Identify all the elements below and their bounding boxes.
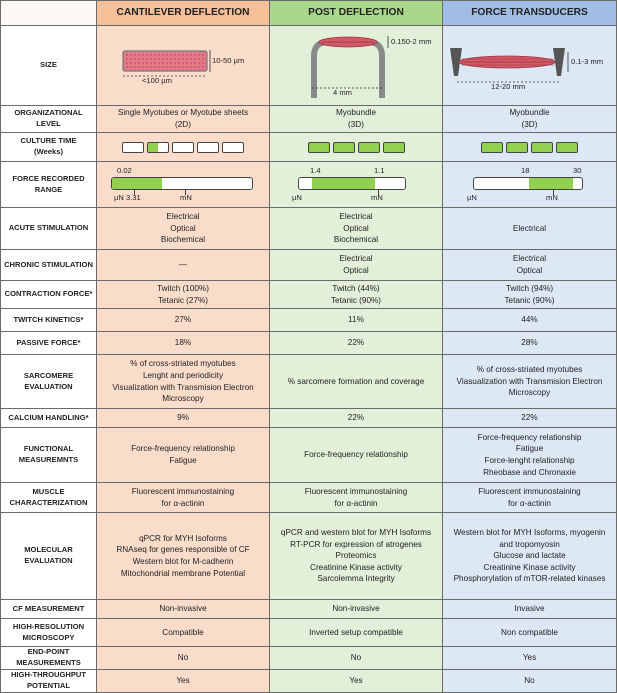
row-calcium bbox=[1, 409, 617, 428]
endpoint-post: No bbox=[270, 647, 443, 670]
text-line: Creatinine Kinase activity bbox=[483, 562, 576, 572]
label-muscle-char: MUSCLE CHARACTERIZATION bbox=[1, 483, 97, 513]
culture-post bbox=[270, 133, 443, 162]
text-line: Visualization with Transmision Electron bbox=[112, 382, 254, 392]
text-line: Mitochondrial membrane Potential bbox=[120, 568, 246, 578]
week-box bbox=[147, 142, 169, 153]
text-line: Viasualization with Transmision Electron bbox=[456, 376, 603, 386]
label-culture-time bbox=[1, 133, 97, 162]
weeks-force bbox=[446, 142, 613, 153]
row-hires bbox=[1, 619, 617, 647]
org-post bbox=[270, 106, 443, 133]
range-fill bbox=[312, 178, 376, 189]
endpoint-force: Yes bbox=[443, 647, 617, 670]
cantilever-height-label: 10-50 µm bbox=[212, 56, 245, 65]
post-length-label: 4 mm bbox=[333, 88, 352, 97]
text-line: Microscopy bbox=[508, 388, 551, 398]
text-line: Biochemical bbox=[160, 235, 206, 245]
row-contraction bbox=[1, 281, 617, 309]
label-calcium: CALCIUM HANDLING* bbox=[1, 409, 97, 428]
text-line: Western blot for M-cadherin bbox=[132, 557, 234, 566]
label-twitch: TWITCH KINETICS* bbox=[1, 309, 97, 332]
row-cf-meas bbox=[1, 600, 617, 619]
range-bar bbox=[298, 177, 406, 190]
label-passive: PASSIVE FORCE* bbox=[1, 332, 97, 355]
text-line: Twitch (100%) bbox=[157, 283, 209, 293]
text-line: RT-PCR for expression of atrogenes bbox=[290, 539, 422, 549]
passive-post: 22% bbox=[270, 332, 443, 355]
chronic-force bbox=[443, 250, 617, 281]
text-line: (3D) bbox=[348, 120, 364, 129]
row-acute-stim bbox=[1, 208, 617, 250]
header-row bbox=[1, 1, 617, 26]
row-throughput bbox=[1, 669, 617, 692]
week-box bbox=[506, 142, 528, 153]
text-line: (3D) bbox=[521, 120, 538, 129]
range-low-label: 1.4 bbox=[310, 166, 321, 175]
row-size bbox=[1, 26, 617, 106]
text-line: Twitch (94%) bbox=[505, 283, 554, 293]
text-line: for α-actinin bbox=[508, 498, 551, 508]
contraction-cantilever bbox=[97, 281, 270, 309]
text-line: Single Myotubes or Myotube sheets bbox=[117, 108, 249, 118]
force-length-label: 12-20 mm bbox=[491, 82, 526, 91]
week-box bbox=[333, 142, 355, 153]
text-line: for α-actinin bbox=[334, 498, 378, 508]
text-line: Myobundle bbox=[509, 108, 550, 118]
unit-high: mN bbox=[180, 193, 192, 202]
text-line: Proteomics bbox=[335, 551, 377, 561]
passive-force: 28% bbox=[443, 332, 617, 355]
text-line: Electrical bbox=[512, 223, 547, 233]
row-sarcomere bbox=[1, 355, 617, 409]
calcium-post: 22% bbox=[270, 409, 443, 428]
throughput-force: No bbox=[443, 669, 617, 692]
cf-post: Non-invasive bbox=[270, 600, 443, 619]
text-line: Electrical bbox=[512, 254, 547, 264]
text-line: (Weeks) bbox=[34, 147, 63, 156]
unit-low: µN bbox=[114, 193, 124, 202]
week-box bbox=[531, 142, 553, 153]
text-line: Optical bbox=[343, 223, 369, 233]
label-acute-stim: ACUTE STIMULATION bbox=[1, 208, 97, 250]
molecular-post bbox=[270, 513, 443, 600]
calcium-force: 22% bbox=[443, 409, 617, 428]
text-line: Tetanic (27%) bbox=[157, 295, 209, 305]
range-force bbox=[443, 162, 617, 208]
acute-force bbox=[443, 208, 617, 250]
week-box bbox=[358, 142, 380, 153]
label-throughput: HIGH-THROUGHPUT POTENTIAL bbox=[1, 669, 97, 692]
functional-post bbox=[270, 428, 443, 483]
row-force-range bbox=[1, 162, 617, 208]
row-muscle-char bbox=[1, 483, 617, 513]
text-line: % of cross-striated myotubes bbox=[130, 359, 236, 369]
cantilever-length-label: <100 µm bbox=[142, 76, 172, 85]
muscle-post bbox=[270, 483, 443, 513]
row-org-level bbox=[1, 106, 617, 133]
label-chronic-stim: CHRONIC STIMULATION bbox=[1, 250, 97, 281]
text-line: Twitch (44%) bbox=[332, 283, 380, 293]
twitch-force: 44% bbox=[443, 309, 617, 332]
culture-cantilever bbox=[97, 133, 270, 162]
text-line: Phosphorylation of mTOR-related kinases bbox=[453, 574, 606, 584]
header-force: FORCE TRANSDUCERS bbox=[443, 1, 617, 26]
text-line: Microscopy bbox=[162, 394, 204, 404]
range-fill bbox=[529, 178, 573, 189]
force-height-label: 0.1-3 mm bbox=[571, 57, 604, 66]
row-passive bbox=[1, 332, 617, 355]
chronic-post bbox=[270, 250, 443, 281]
text-line: Electrical bbox=[339, 212, 373, 222]
molecular-force bbox=[443, 513, 617, 600]
label-size: SIZE bbox=[1, 26, 97, 106]
hires-force: Non compatible bbox=[443, 619, 617, 647]
range-bar bbox=[473, 177, 583, 190]
text-line: Tetanic (90%) bbox=[330, 295, 382, 305]
calcium-cantilever: 9% bbox=[97, 409, 270, 428]
throughput-post: Yes bbox=[270, 669, 443, 692]
unit-low: µN bbox=[292, 193, 302, 202]
text-line: Creatinine Kinase activity bbox=[310, 562, 402, 572]
size-force bbox=[443, 26, 617, 106]
molecular-cantilever bbox=[97, 513, 270, 600]
week-box bbox=[481, 142, 503, 153]
muscle-cantilever bbox=[97, 483, 270, 513]
row-functional bbox=[1, 428, 617, 483]
sarcomere-cantilever bbox=[97, 355, 270, 409]
text-line: qPCR for MYH Isoforms bbox=[139, 533, 227, 543]
week-box bbox=[197, 142, 219, 153]
text-line: Force-frequency relationship bbox=[131, 444, 235, 454]
row-twitch bbox=[1, 309, 617, 332]
text-line: Glucose and lactate bbox=[493, 551, 566, 561]
label-force-range: FORCE RECORDED RANGE bbox=[1, 162, 97, 208]
text-line: Fluorescent immunostaining bbox=[478, 486, 581, 496]
range-fill bbox=[112, 178, 162, 189]
text-line: for α-actinin bbox=[161, 498, 205, 508]
functional-force bbox=[443, 428, 617, 483]
text-line: Electrical bbox=[339, 254, 373, 264]
text-line: Myobundle bbox=[335, 108, 377, 118]
row-chronic-stim bbox=[1, 250, 617, 281]
acute-cantilever bbox=[97, 208, 270, 250]
week-box bbox=[172, 142, 194, 153]
header-post: POST DEFLECTION bbox=[270, 1, 443, 26]
range-high-label: 30 bbox=[573, 166, 582, 175]
chronic-cantilever bbox=[97, 250, 270, 281]
text-line: RNAseq for genes responsible of CF bbox=[116, 545, 250, 555]
range-high-label: 3.31 bbox=[126, 193, 141, 202]
range-low-label: 18 bbox=[521, 166, 530, 175]
text-line: (2D) bbox=[175, 120, 191, 129]
week-box bbox=[383, 142, 405, 153]
sarcomere-force bbox=[443, 355, 617, 409]
text-line: Force-lenght relationship bbox=[484, 456, 575, 465]
text-line: Optical bbox=[516, 266, 543, 275]
week-fill bbox=[148, 143, 158, 152]
unit-low: µN bbox=[467, 193, 477, 202]
text-line: qPCR and western blot for MYH Isoforms bbox=[280, 527, 432, 537]
text-line: Force-frequency relationship bbox=[477, 432, 582, 442]
row-endpoint bbox=[1, 647, 617, 670]
range-low-label: 0.02 bbox=[117, 166, 132, 175]
header-cantilever: CANTILEVER DEFLECTION bbox=[97, 1, 270, 26]
post-height-label: 0.150-2 mm bbox=[391, 37, 432, 46]
text-line: and tropomyosin bbox=[499, 539, 560, 549]
muscle-force bbox=[443, 483, 617, 513]
cf-force: Invasive bbox=[443, 600, 617, 619]
cf-cantilever: Non-invasive bbox=[97, 600, 270, 619]
text-line: Electrical bbox=[166, 212, 200, 222]
week-box bbox=[122, 142, 144, 153]
text-line: — bbox=[178, 260, 188, 270]
text-line: Tetanic (90%) bbox=[504, 295, 555, 305]
weeks-post bbox=[273, 142, 439, 153]
culture-force bbox=[443, 133, 617, 162]
text-line: Biochemical bbox=[333, 235, 379, 245]
range-post bbox=[270, 162, 443, 208]
endpoint-cantilever: No bbox=[97, 647, 270, 670]
week-box bbox=[308, 142, 330, 153]
week-box bbox=[556, 142, 578, 153]
label-functional: FUNCTIONAL MEASUREMNTS bbox=[1, 428, 97, 483]
text-line: Optical bbox=[343, 266, 369, 275]
functional-cantilever bbox=[97, 428, 270, 483]
row-culture-time bbox=[1, 133, 617, 162]
range-cantilever bbox=[97, 162, 270, 208]
label-cf-meas: CF MEASUREMENT bbox=[1, 600, 97, 619]
text-line: Lenght and periodicity bbox=[142, 370, 224, 380]
text-line: Fatigue bbox=[515, 444, 544, 454]
range-bar bbox=[111, 177, 253, 190]
label-org-level: ORGANIZATIONAL LEVEL bbox=[1, 106, 97, 133]
text-line: Fatigue bbox=[169, 456, 197, 465]
range-high-label: 1.1 bbox=[374, 166, 385, 175]
text-line: Optical bbox=[170, 223, 196, 233]
label-contraction: CONTRACTION FORCE* bbox=[1, 281, 97, 309]
label-endpoint: END-POINT MEASUREMENTS bbox=[1, 647, 97, 670]
unit-high: mN bbox=[371, 193, 383, 202]
row-molecular bbox=[1, 513, 617, 600]
contraction-force bbox=[443, 281, 617, 309]
passive-cantilever: 18% bbox=[97, 332, 270, 355]
throughput-cantilever: Yes bbox=[97, 669, 270, 692]
org-cantilever bbox=[97, 106, 270, 133]
hires-cantilever: Compatible bbox=[97, 619, 270, 647]
text-line: Western blot for MYH Isoforms, myogenin bbox=[453, 527, 606, 537]
text-line: % of cross-striated myotubes bbox=[476, 365, 583, 375]
hires-post: Inverted setup compatible bbox=[270, 619, 443, 647]
corner-cell bbox=[1, 1, 97, 26]
sarcomere-post bbox=[270, 355, 443, 409]
size-post bbox=[270, 26, 443, 106]
unit-high: mN bbox=[546, 193, 558, 202]
org-force bbox=[443, 106, 617, 133]
twitch-post: 11% bbox=[270, 309, 443, 332]
text-line: Sarcolemma Integrity bbox=[317, 574, 395, 584]
acute-post bbox=[270, 208, 443, 250]
twitch-cantilever: 27% bbox=[97, 309, 270, 332]
text-line: Rheobase and Chronaxie bbox=[483, 467, 576, 477]
text-line: Fluorescent immunostaining bbox=[304, 486, 408, 496]
text-line: Fluorescent immunostaining bbox=[131, 486, 235, 496]
text-line: % sarcomere formation and coverage bbox=[287, 376, 425, 386]
text-line: CULTURE TIME bbox=[20, 136, 77, 146]
label-sarcomere: SARCOMERE EVALUATION bbox=[1, 355, 97, 409]
weeks-cantilever bbox=[100, 142, 266, 153]
label-molecular: MOLECULAR EVALUATION bbox=[1, 513, 97, 600]
label-hires: HIGH-RESOLUTION MICROSCOPY bbox=[1, 619, 97, 647]
size-cantilever bbox=[97, 26, 270, 106]
text-line: Force-frequency relationship bbox=[304, 450, 408, 460]
contraction-post bbox=[270, 281, 443, 309]
week-box bbox=[222, 142, 244, 153]
